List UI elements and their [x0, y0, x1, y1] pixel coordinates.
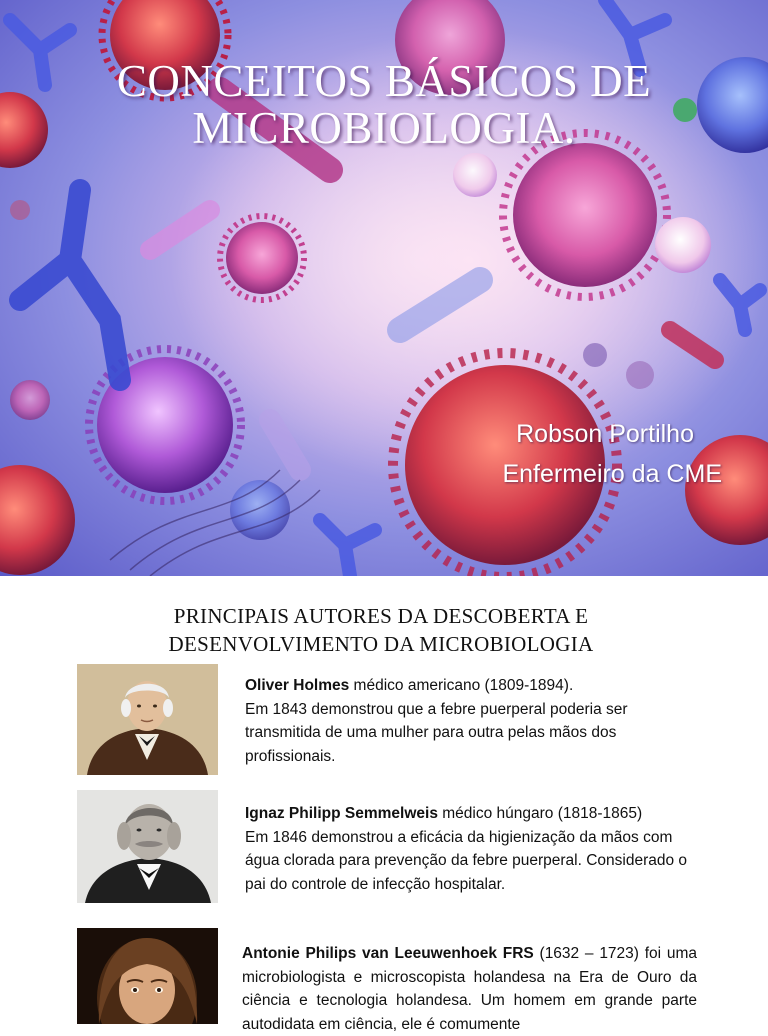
cover-title [0, 58, 768, 152]
author-bio [245, 802, 697, 896]
author-bio-name: Antonie Philips van Leeuwenhoek FRS [242, 945, 534, 962]
author-bio-name: Ignaz Philipp Semmelweis [245, 805, 438, 822]
section-title [0, 602, 762, 658]
author-entry [77, 928, 698, 1033]
author-bio-text: Em 1846 demonstrou a eficácia da higienização da mãos com água clorada para prevenção da febre puerperal. Considerado o pai do controle de infecção hospitalar. [245, 828, 688, 893]
author-bio-text: Em 1843 demonstrou que a febre puerperal poderia ser transmitida de uma mulher para outra pelas mãos dos profissionais. [245, 700, 628, 765]
author-bio-intro: médico americano (1809-1894). [349, 677, 574, 694]
author-bio-name: Oliver Holmes [245, 677, 350, 694]
author-entry [77, 790, 697, 904]
author-name: Robson Portilho [516, 420, 694, 448]
authors-page [0, 586, 768, 1033]
cover-title-line-2: MICROBIOLOGIA. [192, 103, 576, 153]
author-role: Enfermeiro da CME [502, 460, 722, 488]
portrait-antonie-van-leeuwenhoek [77, 928, 218, 1024]
cover-author-block [502, 414, 722, 494]
section-title-line-1: PRINCIPAIS AUTORES DA DESCOBERTA E [173, 604, 589, 628]
author-bio-intro: (1632 – 1723) foi uma microbiologista e microscopista holandesa na Era de Ouro da ciência e tecnologia holandesa. Um homem em grande parte autodidata em ciência, ele é comumente [242, 945, 698, 1033]
portrait-ignaz-semmelweis [77, 790, 218, 903]
author-bio [245, 674, 697, 768]
author-bio [242, 942, 697, 1036]
author-entry [77, 664, 697, 776]
section-title-line-2: DESENVOLVIMENTO DA MICROBIOLOGIA [168, 632, 594, 656]
author-bio-intro: médico húngaro (1818-1865) [437, 805, 643, 822]
portrait-oliver-holmes [77, 664, 218, 775]
cover-title-line-1: CONCEITOS BÁSICOS DE [116, 56, 652, 106]
